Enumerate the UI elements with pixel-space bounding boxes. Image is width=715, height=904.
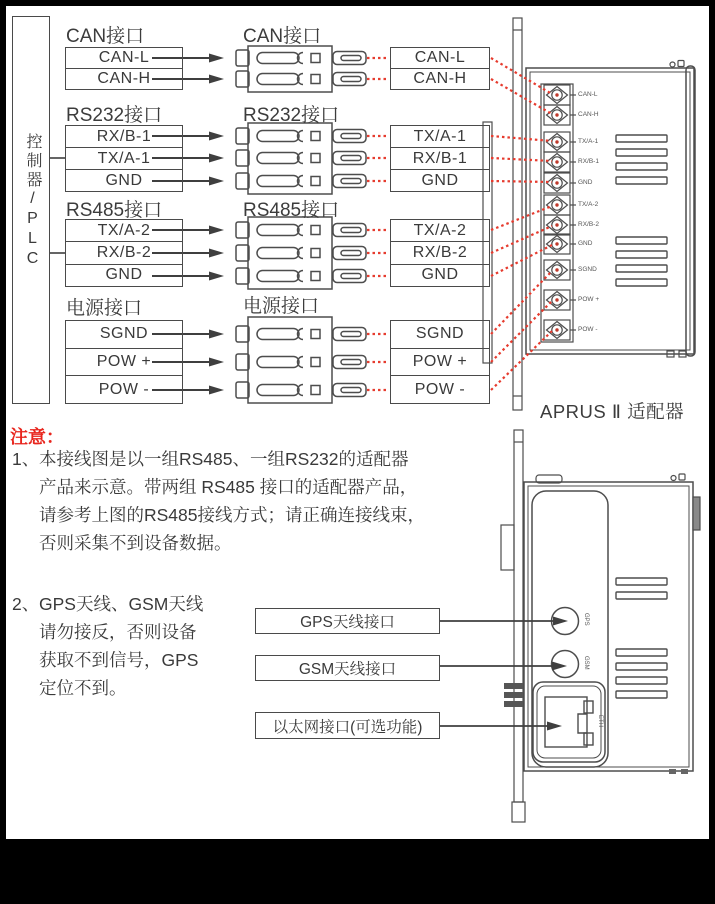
gps-antenna-label-box: GPS天线接口 — [255, 608, 440, 634]
terminal-label: RX/B-2 — [578, 221, 599, 228]
signal-row: TX/A-1 — [66, 147, 182, 169]
rs485-connector-drawing — [236, 217, 366, 289]
rs232-right-box — [390, 125, 490, 192]
adapter-side-panel-drawing — [501, 430, 700, 822]
gsm-antenna-label-box: GSM天线接口 — [255, 655, 440, 681]
rs485-right-box — [390, 219, 490, 287]
terminal-label: GND — [578, 179, 593, 186]
note-text: 本接线图是以一组RS485、一组RS232的适配器 产品来示意。带两组 RS485 接口的适配器产品， 请参考上图的RS485接线方式；请正确连接线束， 否则采集不到设备数据。 — [39, 449, 426, 553]
notes-heading: 注意： — [10, 427, 64, 447]
signal-row: SGND — [99, 325, 149, 343]
signal-row: RX/B-1 — [391, 147, 489, 169]
rs232-left-box — [65, 125, 183, 192]
signal-row: GND — [391, 264, 489, 286]
rs485-connector-title: RS485接口 — [243, 200, 340, 221]
terminal-label: TX/A-2 — [578, 201, 599, 208]
signal-row: CAN-H — [391, 68, 489, 89]
plc-branch-lines — [50, 158, 65, 253]
signal-row: CAN-L — [414, 49, 466, 66]
terminal-label: TX/A-1 — [578, 138, 599, 145]
can-connector-title: CAN接口 — [243, 26, 322, 47]
signal-row: GND — [391, 169, 489, 191]
frame-border-right — [709, 0, 715, 904]
signal-row: GND — [66, 264, 182, 286]
gps-port-label: GPS — [583, 613, 589, 626]
signal-row: GND — [66, 169, 182, 191]
can-right-box — [390, 47, 490, 90]
rs232-left-title: RS232接口 — [66, 105, 163, 126]
power-right-box — [390, 320, 490, 404]
frame-border-left — [0, 0, 6, 904]
note-item-1 — [12, 445, 425, 557]
eth-port-label: ETH — [597, 715, 603, 727]
signal-row: RX/B-1 — [96, 127, 152, 145]
power-left-box — [65, 320, 183, 404]
adapter-rear-panel-drawing — [483, 18, 695, 410]
gsm-port-label: GSM — [583, 656, 589, 670]
port-leader-lines — [440, 617, 568, 731]
note-item-2 — [12, 590, 203, 702]
signal-row: POW + — [391, 348, 489, 376]
terminal-label: CAN-H — [578, 111, 599, 118]
can-connector-drawing — [236, 46, 366, 92]
note-number: 1、 — [12, 449, 40, 469]
signal-row: RX/B-2 — [66, 241, 182, 263]
power-left-title: 电源接口 — [66, 298, 143, 319]
signal-row: SGND — [415, 325, 465, 343]
signal-row: TX/A-2 — [97, 221, 151, 239]
ethernet-label-box: 以太网接口(可选功能) — [255, 712, 440, 739]
signal-row: CAN-H — [66, 68, 182, 89]
signal-row: POW - — [391, 375, 489, 403]
rs232-connector-drawing — [236, 123, 366, 194]
frame-border-top — [0, 0, 715, 6]
rs485-left-title: RS485接口 — [66, 200, 163, 221]
rs485-left-box — [65, 219, 183, 287]
signal-row: TX/A-1 — [413, 127, 467, 145]
signal-row: CAN-L — [98, 49, 150, 66]
can-left-title: CAN接口 — [66, 26, 145, 47]
signal-row: TX/A-2 — [413, 221, 467, 239]
note-number: 2、 — [12, 594, 40, 614]
signal-row: RX/B-2 — [391, 241, 489, 263]
adapter-name-label: APRUS Ⅱ 适配器 — [540, 401, 685, 422]
terminal-label: POW - — [578, 326, 598, 333]
power-connector-title: 电源接口 — [243, 296, 320, 317]
note-text: GPS天线、GSM天线 请勿接反，否则设备 获取不到信号，GPS 定位不到。 — [39, 594, 204, 698]
rs232-connector-title: RS232接口 — [243, 105, 340, 126]
terminal-label: RX/B-1 — [578, 158, 599, 165]
terminal-label: SGND — [578, 266, 597, 273]
controller-plc-label: 控制器/PLC — [24, 133, 41, 270]
power-connector-drawing — [236, 317, 366, 403]
signal-row: POW + — [66, 348, 182, 376]
terminal-label: CAN-L — [578, 91, 598, 98]
terminal-label: POW + — [578, 296, 600, 303]
signal-row: POW - — [66, 375, 182, 403]
can-left-box — [65, 47, 183, 90]
terminal-label: GND — [578, 240, 593, 247]
frame-border-bottom — [0, 839, 715, 904]
